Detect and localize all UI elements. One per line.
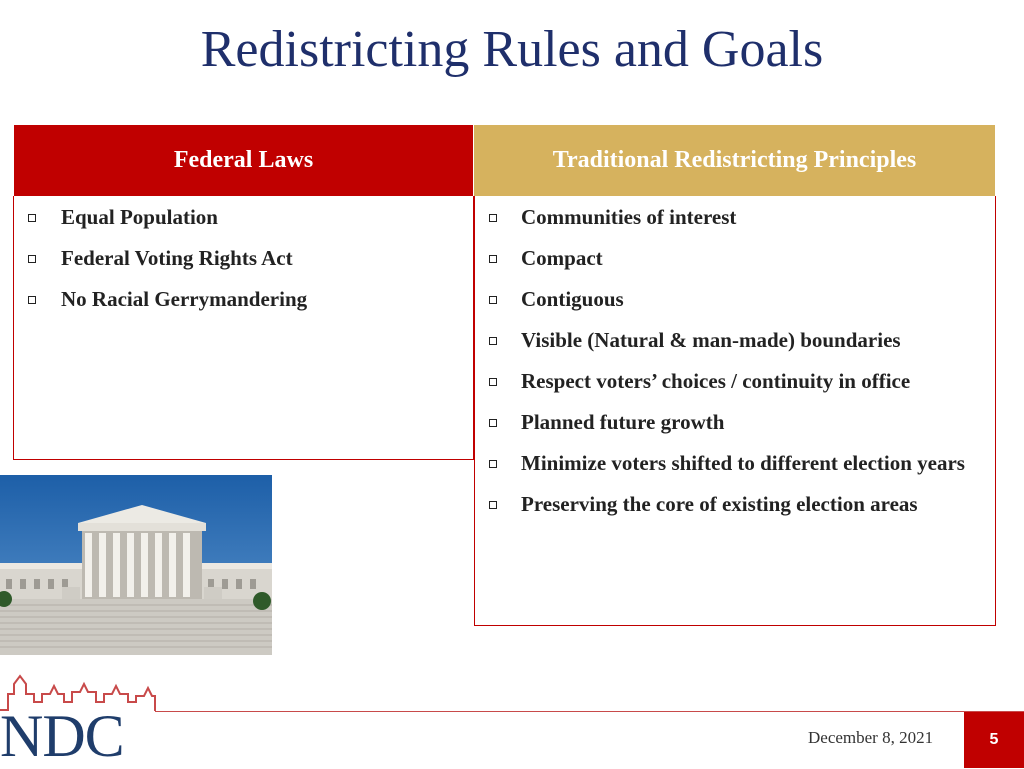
hollow-square-icon [489, 255, 497, 263]
traditional-principles-header [474, 125, 995, 196]
hollow-square-icon [28, 296, 36, 304]
list-item: Planned future growth [475, 407, 995, 438]
hollow-square-icon [489, 419, 497, 427]
list-item: Minimize voters shifted to different election years [475, 448, 995, 479]
traditional-principles-list-panel [474, 196, 996, 626]
hollow-square-icon [489, 337, 497, 345]
federal-laws-header [14, 125, 473, 196]
hollow-square-icon [489, 214, 497, 222]
traditional-principles-header-label: Traditional Redistricting Principles [552, 147, 917, 173]
footer-divider [155, 711, 1024, 712]
federal-laws-header-label: Federal Laws [173, 147, 314, 173]
hollow-square-icon [28, 214, 36, 222]
list-item: Contiguous [475, 284, 995, 315]
hollow-square-icon [489, 296, 497, 304]
federal-laws-list-panel [13, 196, 474, 460]
list-item: Preserving the core of existing election areas [475, 489, 995, 520]
slide-title: Redistricting Rules and Goals [200, 21, 824, 78]
federal-laws-list [14, 196, 473, 315]
hollow-square-icon [489, 378, 497, 386]
list-item: Respect voters’ choices / continuity in office [475, 366, 995, 397]
traditional-principles-list [475, 196, 995, 520]
hollow-square-icon [489, 501, 497, 509]
list-item: Equal Population [14, 202, 473, 233]
supreme-court-building-photo [0, 475, 272, 655]
page-number: 5 [989, 731, 999, 748]
hollow-square-icon [489, 460, 497, 468]
footer-date: December 8, 2021 [808, 728, 934, 747]
list-item: No Racial Gerrymandering [14, 284, 473, 315]
list-item: Compact [475, 243, 995, 274]
hollow-square-icon [28, 255, 36, 263]
ndc-logo-text: NDC [0, 703, 124, 769]
list-item: Visible (Natural & man-made) boundaries [475, 325, 995, 356]
list-item: Federal Voting Rights Act [14, 243, 473, 274]
page-number-badge [964, 712, 1024, 768]
list-item: Communities of interest [475, 202, 995, 233]
